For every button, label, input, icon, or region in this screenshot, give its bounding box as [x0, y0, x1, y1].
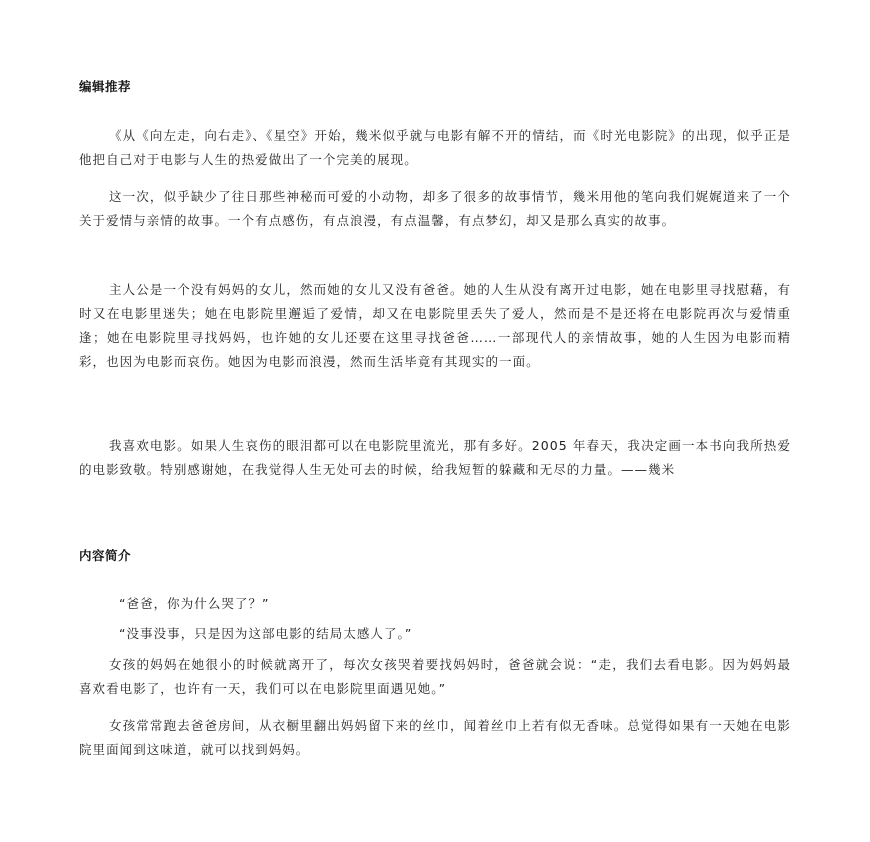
- summary-paragraph-3: 女孩的妈妈在她很小的时候就离开了，每次女孩哭着要找妈妈时，爸爸就会说：“走，我们去看电影。因为妈妈最喜欢看电影了，也许有一天，我们可以在电影院里面遇见她。”: [79, 657, 791, 696]
- content-summary-heading: 内容简介: [79, 548, 132, 563]
- editor-paragraph-2: 这一次，似乎缺少了往日那些神秘而可爱的小动物，却多了很多的故事情节，幾米用他的笔向我们娓娓道来了一个关于爱情与亲情的故事。一个有点感伤，有点浪漫，有点温馨，有点梦幻，却又是那么真实的故事。: [79, 189, 791, 228]
- editor-paragraph-4: 我喜欢电影。如果人生哀伤的眼泪都可以在电影院里流光，那有多好。2005 年春天，我决定画一本书向我所热爱的电影致敬。特别感谢她，在我觉得人生无处可去的时候，给我短暂的躲藏和无尽的力量。——幾米: [79, 438, 791, 477]
- summary-paragraph-2: “没事没事，只是因为这部电影的结局太感人了。”: [119, 626, 413, 641]
- editor-recommendation-heading: 编辑推荐: [79, 79, 132, 94]
- editor-paragraph-1: 《从《向左走，向右走》、《星空》开始，幾米似乎就与电影有解不开的情结，而《时光电影院》的出现，似乎正是他把自己对于电影与人生的热爱做出了一个完美的展现。: [79, 128, 791, 167]
- summary-paragraph-1: “爸爸，你为什么哭了？”: [119, 596, 270, 611]
- summary-paragraph-4: 女孩常常跑去爸爸房间，从衣橱里翻出妈妈留下来的丝巾，闻着丝巾上若有似无香味。总觉得如果有一天她在电影院里面闻到这味道，就可以找到妈妈。: [79, 718, 791, 757]
- editor-paragraph-3: 主人公是一个没有妈妈的女儿，然而她的女儿又没有爸爸。她的人生从没有离开过电影，她在电影里寻找慰藉，有时又在电影里迷失；她在电影院里邂逅了爱情，却又在电影院里丢失了爱人，然而是不是还将在电影院再次与爱情重逢；她在电影院里寻找妈妈，也许她的女儿还要在这里寻找爸爸……一部现代人的亲情故事，她的人生因为电影而精彩，也因为电影而哀伤。她因为电影而浪漫，然而生活毕竟有其现实的一面。: [79, 282, 791, 369]
